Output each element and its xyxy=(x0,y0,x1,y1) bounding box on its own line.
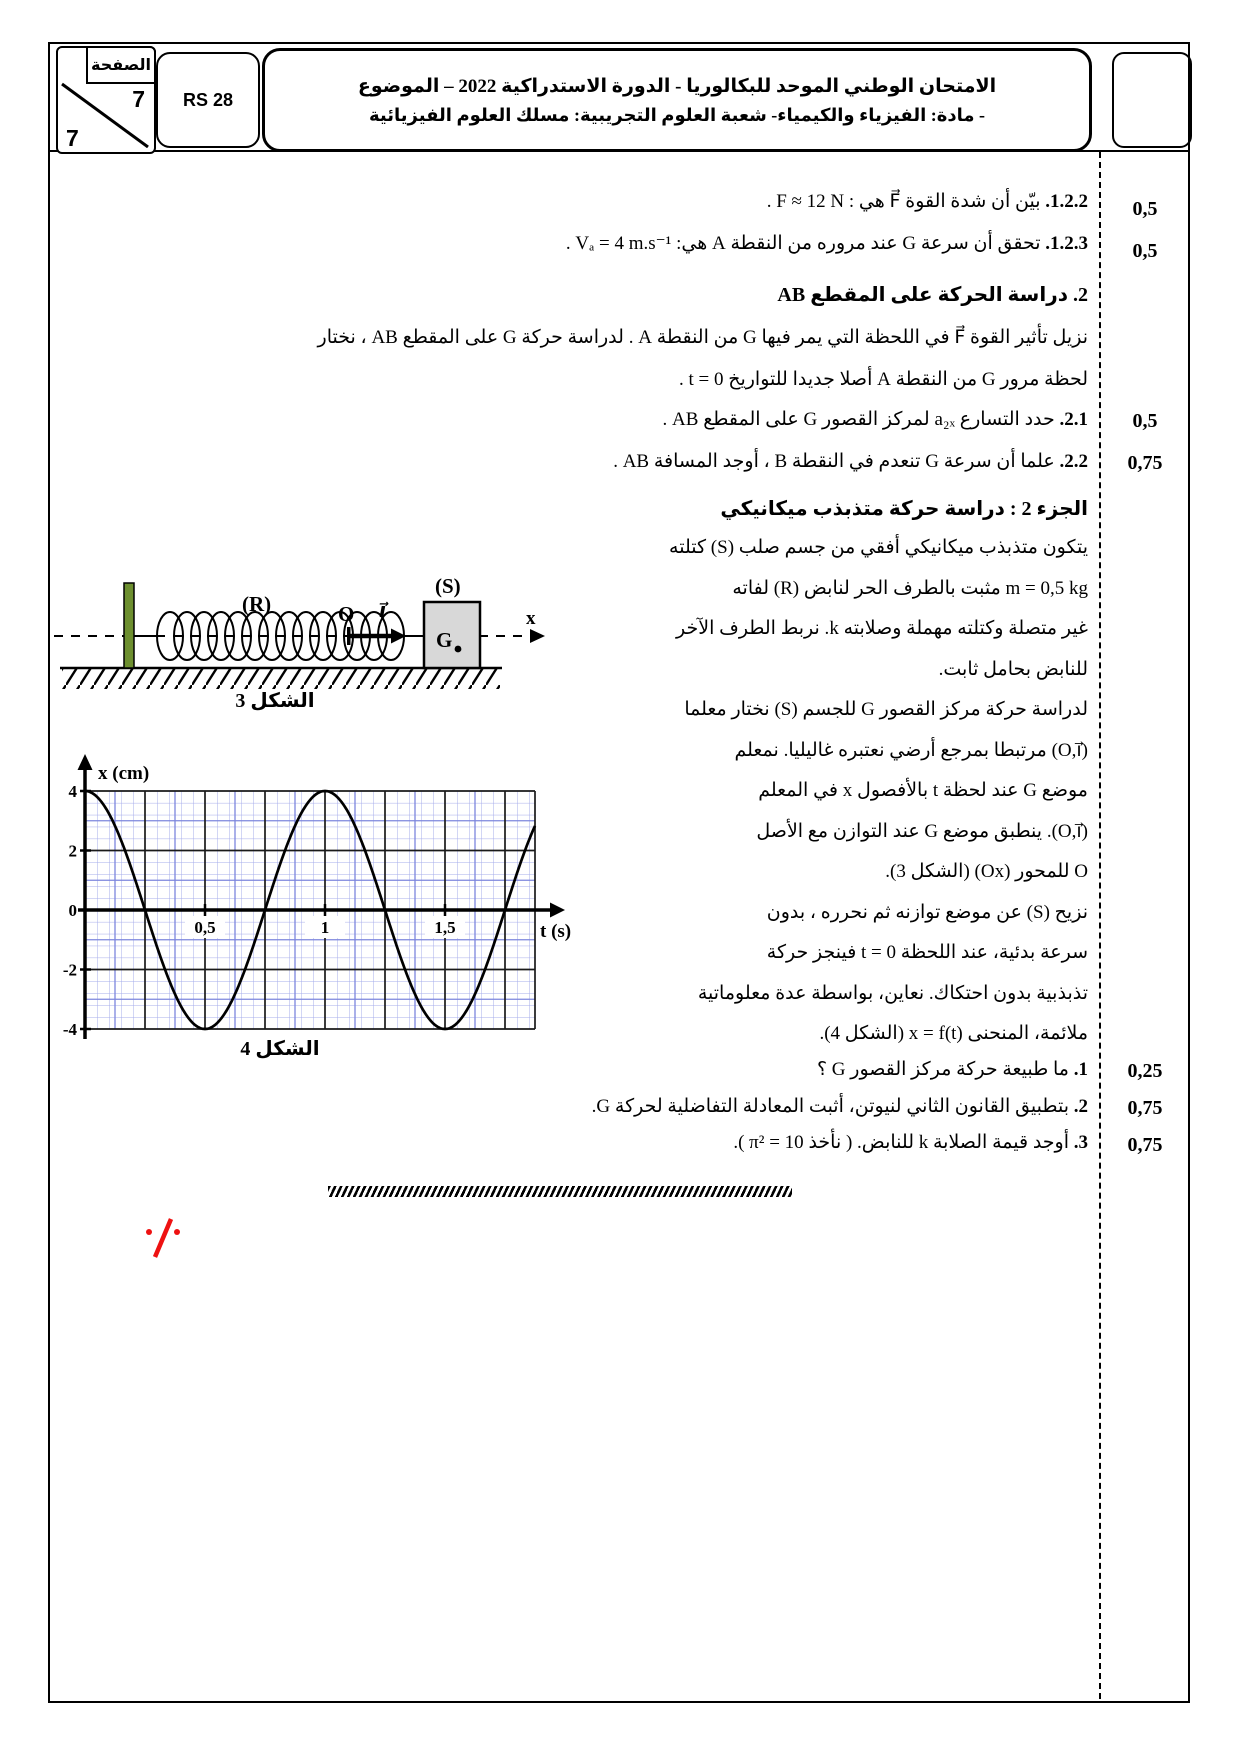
spring-label: (R) xyxy=(242,592,272,616)
title-box xyxy=(262,48,1092,152)
corner-box xyxy=(1112,52,1192,148)
score-badge: 0,5 xyxy=(1132,198,1158,220)
paragraph-line: لحظة مرور G من النقطة A أصلا جديدا للتواريخ t = 0 . xyxy=(678,369,1088,390)
question-line xyxy=(663,408,1088,431)
question-line xyxy=(733,1131,1088,1154)
part2-paragraph xyxy=(518,528,1088,1055)
svg-text:-2: -2 xyxy=(62,960,77,980)
question-number: 3. xyxy=(1073,1132,1088,1153)
svg-text:2: 2 xyxy=(68,841,77,861)
t-axis-arrowhead xyxy=(550,903,565,918)
score-badge: 0,25 xyxy=(1127,1060,1163,1082)
score-badge: 0,5 xyxy=(1132,240,1158,262)
score-badge: 0,75 xyxy=(1127,1097,1163,1119)
figure3-caption: الشكل 3 xyxy=(235,690,315,712)
y-axis-title: x (cm) xyxy=(98,763,150,784)
section-heading: 2. دراسة الحركة على المقطع AB xyxy=(777,284,1088,306)
paragraph-line: لدراسة حركة مركز القصور G للجسم (S) نختار معلما xyxy=(684,699,1088,720)
end-of-subject-band xyxy=(328,1186,792,1197)
score-column-divider xyxy=(1099,152,1101,1699)
score-badge: 0,75 xyxy=(1127,452,1163,474)
title-line-2: - مادة: الفيزياء والكيمياء- شعبة العلوم التجريبية: مسلك العلوم الفيزيائية xyxy=(369,104,986,125)
question-text: بتطبيق القانون الثاني لنيوتن، أثبت المعادلة التفاضلية لحركة G. xyxy=(591,1096,1069,1117)
paragraph-line: (O,i⃗). ينطبق موضع G عند التوازن مع الأصل xyxy=(756,820,1088,842)
question-line xyxy=(767,190,1088,213)
paragraph-line: للنابض بحامل ثابت. xyxy=(938,658,1088,680)
question-text: ما طبيعة حركة مركز القصور G ؟ xyxy=(816,1059,1069,1080)
question-text: أوجد قيمة الصلابة k للنابض. ( نأخذ π² = 10 ). xyxy=(733,1132,1069,1153)
question-number: 1.2.3. xyxy=(1045,233,1088,254)
origin-label: O xyxy=(338,602,355,626)
paragraph-line: تذبذبية بدون احتكاك. نعاين، بواسطة عدة معلوماتية xyxy=(697,982,1088,1004)
x-axis-title: t (s) xyxy=(540,921,572,942)
unit-vector-label: i⃗ xyxy=(379,600,386,622)
x-axis-label: x xyxy=(526,608,536,629)
question-number: 2. xyxy=(1073,1096,1088,1117)
center-of-mass-dot xyxy=(455,646,462,653)
page-total: 7 xyxy=(66,125,79,151)
svg-text:4: 4 xyxy=(68,782,77,801)
question-number: 1.2.2. xyxy=(1045,191,1088,212)
svg-text:0: 0 xyxy=(68,901,77,920)
paragraph-line: نزيل تأثير القوة F⃗ في اللحظة التي يمر فيها G من النقطة A . لدراسة حركة G على المقطع AB ، نختار xyxy=(317,327,1088,348)
paragraph-line: m = 0,5 kg مثبت بالطرف الحر لنابض (R) لفاته xyxy=(732,577,1088,599)
svg-text:0,5: 0,5 xyxy=(194,918,216,937)
score-badge: 0,5 xyxy=(1132,410,1158,432)
question-line xyxy=(566,232,1088,255)
question-text: تحقق أن سرعة G عند مروره من النقطة A هي: Vₐ = 4 m.s⁻¹ . xyxy=(565,233,1041,254)
red-grading-mark xyxy=(140,1216,188,1262)
paragraph-line: غير متصلة وكتلته مهملة وصلابته k. نربط الطرف الآخر xyxy=(676,618,1088,639)
paragraph-line: موضع G عند لحظة t بالأفصول x في المعلم xyxy=(758,780,1088,801)
paragraph-line: يتكون متذبذب ميكانيكي أفقي من جسم صلب (S) كتلته xyxy=(669,537,1088,558)
question-line xyxy=(613,450,1088,473)
y-axis-arrowhead xyxy=(78,754,93,770)
paragraph-line: (O,i⃗) مرتبطا بمرجع أرضي نعتبره غاليليا. نمعلم xyxy=(734,739,1088,761)
page-label: الصفحة xyxy=(86,46,156,84)
paragraph-line: نزيح (S) عن موضع توازنه ثم نحرره ، بدون xyxy=(766,901,1088,923)
question-text: علما أن سرعة G تنعدم في النقطة B ، أوجد المسافة AB . xyxy=(613,451,1055,472)
title-line-1: الامتحان الوطني الموحد للبكالوريا - الدورة الاستدراكية 2022 – الموضوع xyxy=(357,75,997,97)
ground-hatch xyxy=(62,669,500,689)
question-line xyxy=(592,1095,1088,1118)
exam-code-box: RS 28 xyxy=(156,52,260,148)
part2-heading: الجزء 2 : دراسة حركة متذبذب ميكانيكي xyxy=(720,498,1088,520)
solid-label: (S) xyxy=(435,575,461,598)
svg-text:1,5: 1,5 xyxy=(434,918,456,937)
question-number: 1. xyxy=(1073,1059,1088,1080)
figure4-caption: الشكل 4 xyxy=(240,1038,320,1060)
svg-text:1: 1 xyxy=(320,918,330,937)
question-text: بيّن أن شدة القوة F⃗ هي : F ≈ 12 N . xyxy=(766,191,1041,212)
fixed-support xyxy=(124,583,134,668)
question-line xyxy=(817,1058,1088,1081)
question-text: حدد التسارع a₂ₓ لمركز القصور G على المقطع AB . xyxy=(662,409,1055,430)
paragraph-line: O للمحور (Ox) (الشكل 3). xyxy=(885,861,1088,882)
page-current: 7 xyxy=(132,86,145,112)
figure4-chart xyxy=(50,753,595,1045)
page-number-box xyxy=(56,46,156,154)
axis-arrowhead xyxy=(530,629,545,643)
paragraph-line: سرعة بدئية، عند اللحظة t = 0 فينجز حركة xyxy=(766,942,1088,963)
question-number: 2.2. xyxy=(1059,451,1088,472)
question-number: 2.1. xyxy=(1059,409,1088,430)
svg-text:-4: -4 xyxy=(62,1020,77,1039)
score-badge: 0,75 xyxy=(1127,1134,1163,1156)
center-of-mass-label: G xyxy=(436,628,453,652)
paragraph-line: ملائمة، المنحنى x = f(t) (الشكل 4). xyxy=(819,1023,1088,1044)
